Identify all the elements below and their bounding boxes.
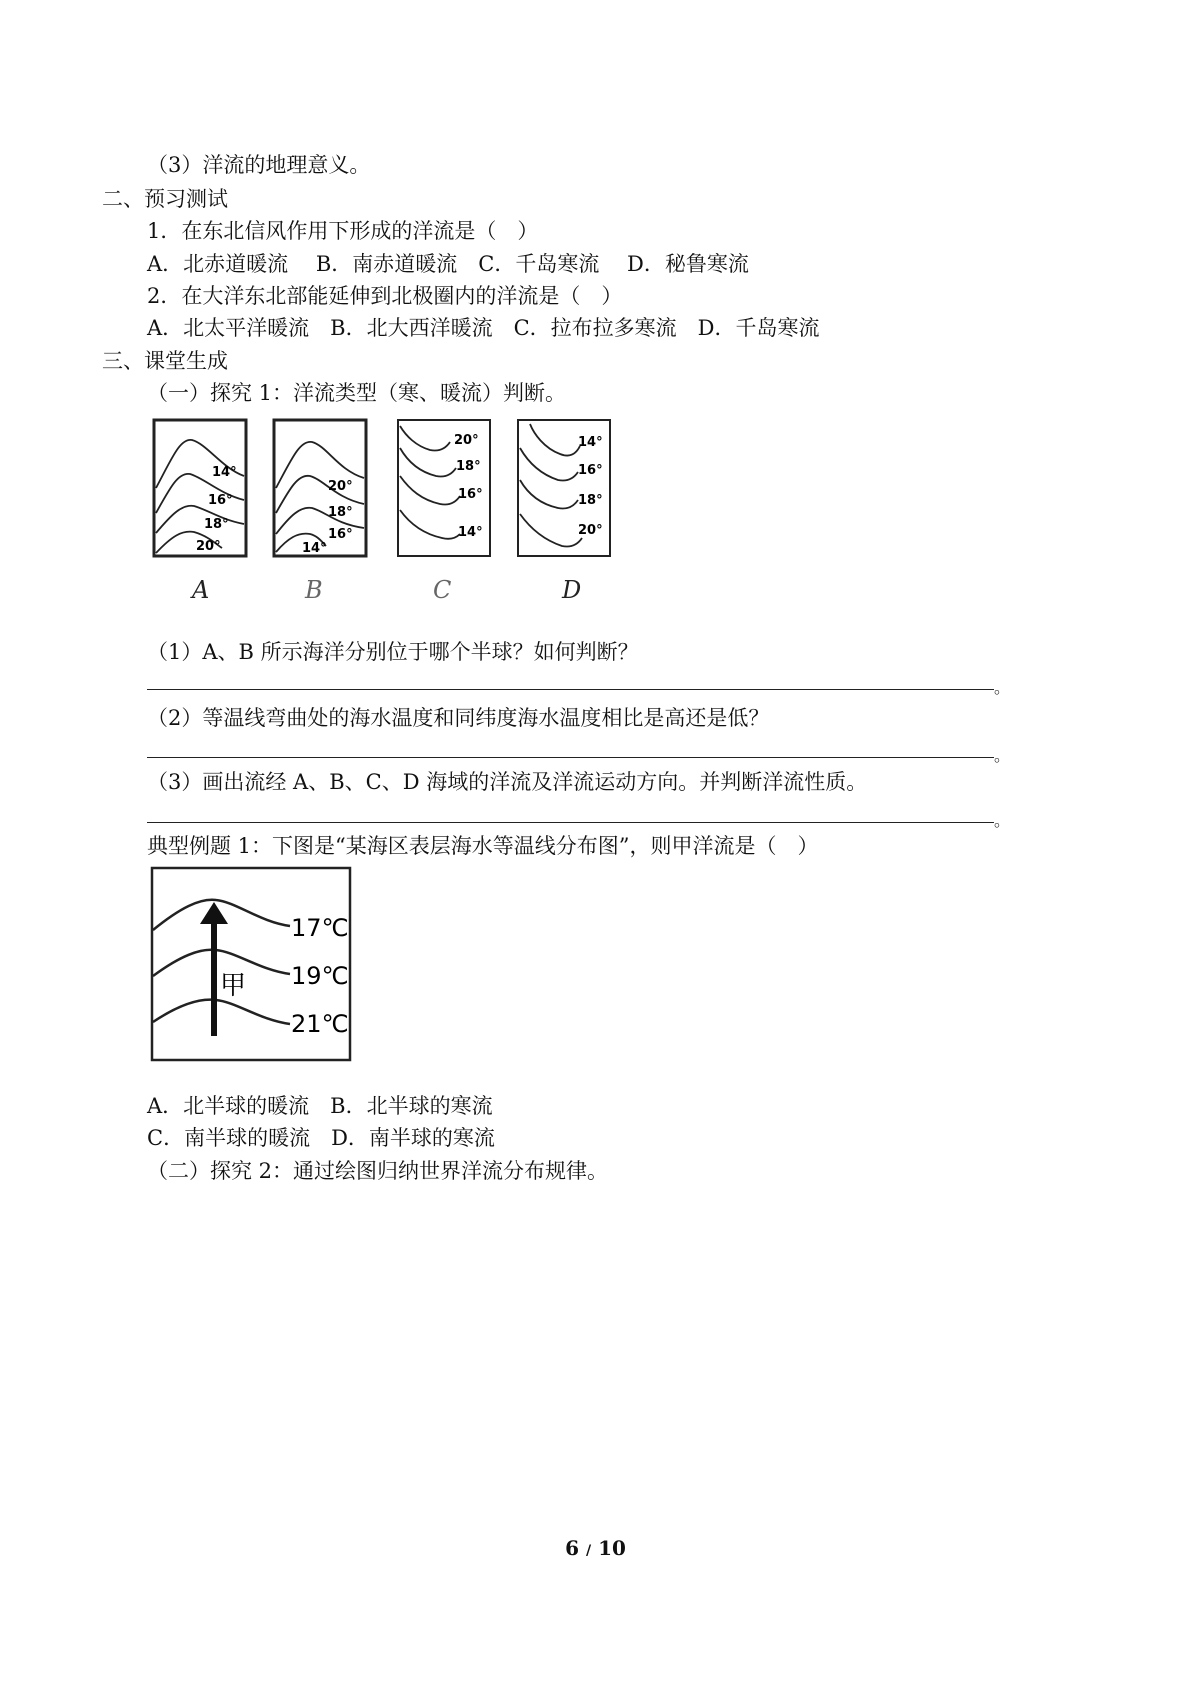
isotherm-map-d	[516, 418, 614, 560]
question-1-options: A．北赤道暖流 B．南赤道暖流 C．千岛寒流 D．秘鲁寒流	[147, 252, 749, 276]
section-heading-classroom: 三、课堂生成	[102, 349, 228, 373]
isotherm-label: 14°	[458, 525, 483, 540]
item-geographic-significance: （3）洋流的地理意义。	[147, 153, 371, 177]
isotherm-label: 18°	[578, 493, 603, 508]
isotherm-label: 17℃	[291, 914, 349, 942]
question-2-options: A．北太平洋暖流 B．北大西洋暖流 C．拉布拉多寒流 D．千岛寒流	[147, 316, 820, 340]
isotherm-label: 20°	[578, 523, 603, 538]
answer-line-1-period: 。	[994, 678, 1011, 697]
map-d-label: D	[562, 576, 582, 604]
isotherm-label: 20°	[454, 433, 479, 448]
isotherm-label: 16°	[578, 463, 603, 478]
isotherm-label: 18°	[456, 459, 481, 474]
page-total: 10	[598, 1536, 626, 1560]
isotherm-label: 18°	[328, 505, 353, 520]
isotherm-label: 16°	[458, 487, 483, 502]
map-b-label: B	[305, 576, 323, 604]
page-number	[0, 1536, 1191, 1560]
answer-line-3[interactable]	[147, 822, 994, 823]
example-question-1: 典型例题 1：下图是“某海区表层海水等温线分布图”，则甲洋流是（ ）	[147, 834, 819, 858]
page-separator: /	[585, 1543, 592, 1559]
current-name-label: 甲	[220, 971, 247, 1001]
isotherm-map-c	[396, 418, 494, 560]
isotherm-map-a	[152, 418, 250, 560]
answer-line-2[interactable]	[147, 757, 994, 758]
answer-line-3-period: 。	[994, 811, 1011, 830]
isotherm-map-b	[272, 418, 370, 560]
map-c-label: C	[433, 576, 452, 604]
map-a-label: A	[192, 576, 210, 604]
question-2: 2．在大洋东北部能延伸到北极圈内的洋流是（ ）	[147, 284, 623, 308]
isotherm-label: 16°	[208, 493, 233, 508]
explore-1-heading: （一）探究 1：洋流类型（寒、暖流）判断。	[147, 381, 567, 405]
sub-question-1: （1）A、B 所示海洋分别位于哪个半球？如何判断？	[147, 640, 639, 664]
sub-question-3: （3）画出流经 A、B、C、D 海域的洋流及洋流运动方向。并判断洋流性质。	[147, 770, 868, 794]
page-current: 6	[565, 1536, 579, 1560]
example-options-1: A．北半球的暖流 B．北半球的寒流	[147, 1094, 493, 1118]
example-options-2: C．南半球的暖流 D．南半球的寒流	[147, 1126, 495, 1150]
section-heading-preview-test: 二、预习测试	[102, 187, 228, 211]
isotherm-label: 21℃	[291, 1010, 349, 1038]
question-1: 1．在东北信风作用下形成的洋流是（ ）	[147, 219, 539, 243]
isotherm-label: 16°	[328, 527, 353, 542]
isotherm-label: 18°	[204, 517, 229, 532]
answer-line-2-period: 。	[994, 746, 1011, 765]
isotherm-label: 14°	[212, 465, 237, 480]
isotherm-label: 19℃	[291, 962, 349, 990]
answer-line-1[interactable]	[147, 689, 994, 690]
isotherm-label: 14°	[578, 435, 603, 450]
explore-2-heading: （二）探究 2：通过绘图归纳世界洋流分布规律。	[147, 1159, 609, 1183]
sub-question-2: （2）等温线弯曲处的海水温度和同纬度海水温度相比是高还是低？	[147, 706, 770, 730]
isotherm-label: 20°	[328, 479, 353, 494]
isotherm-label: 20°	[196, 539, 221, 554]
example-isotherm-map	[150, 866, 354, 1064]
isotherm-label: 14°	[302, 541, 327, 556]
